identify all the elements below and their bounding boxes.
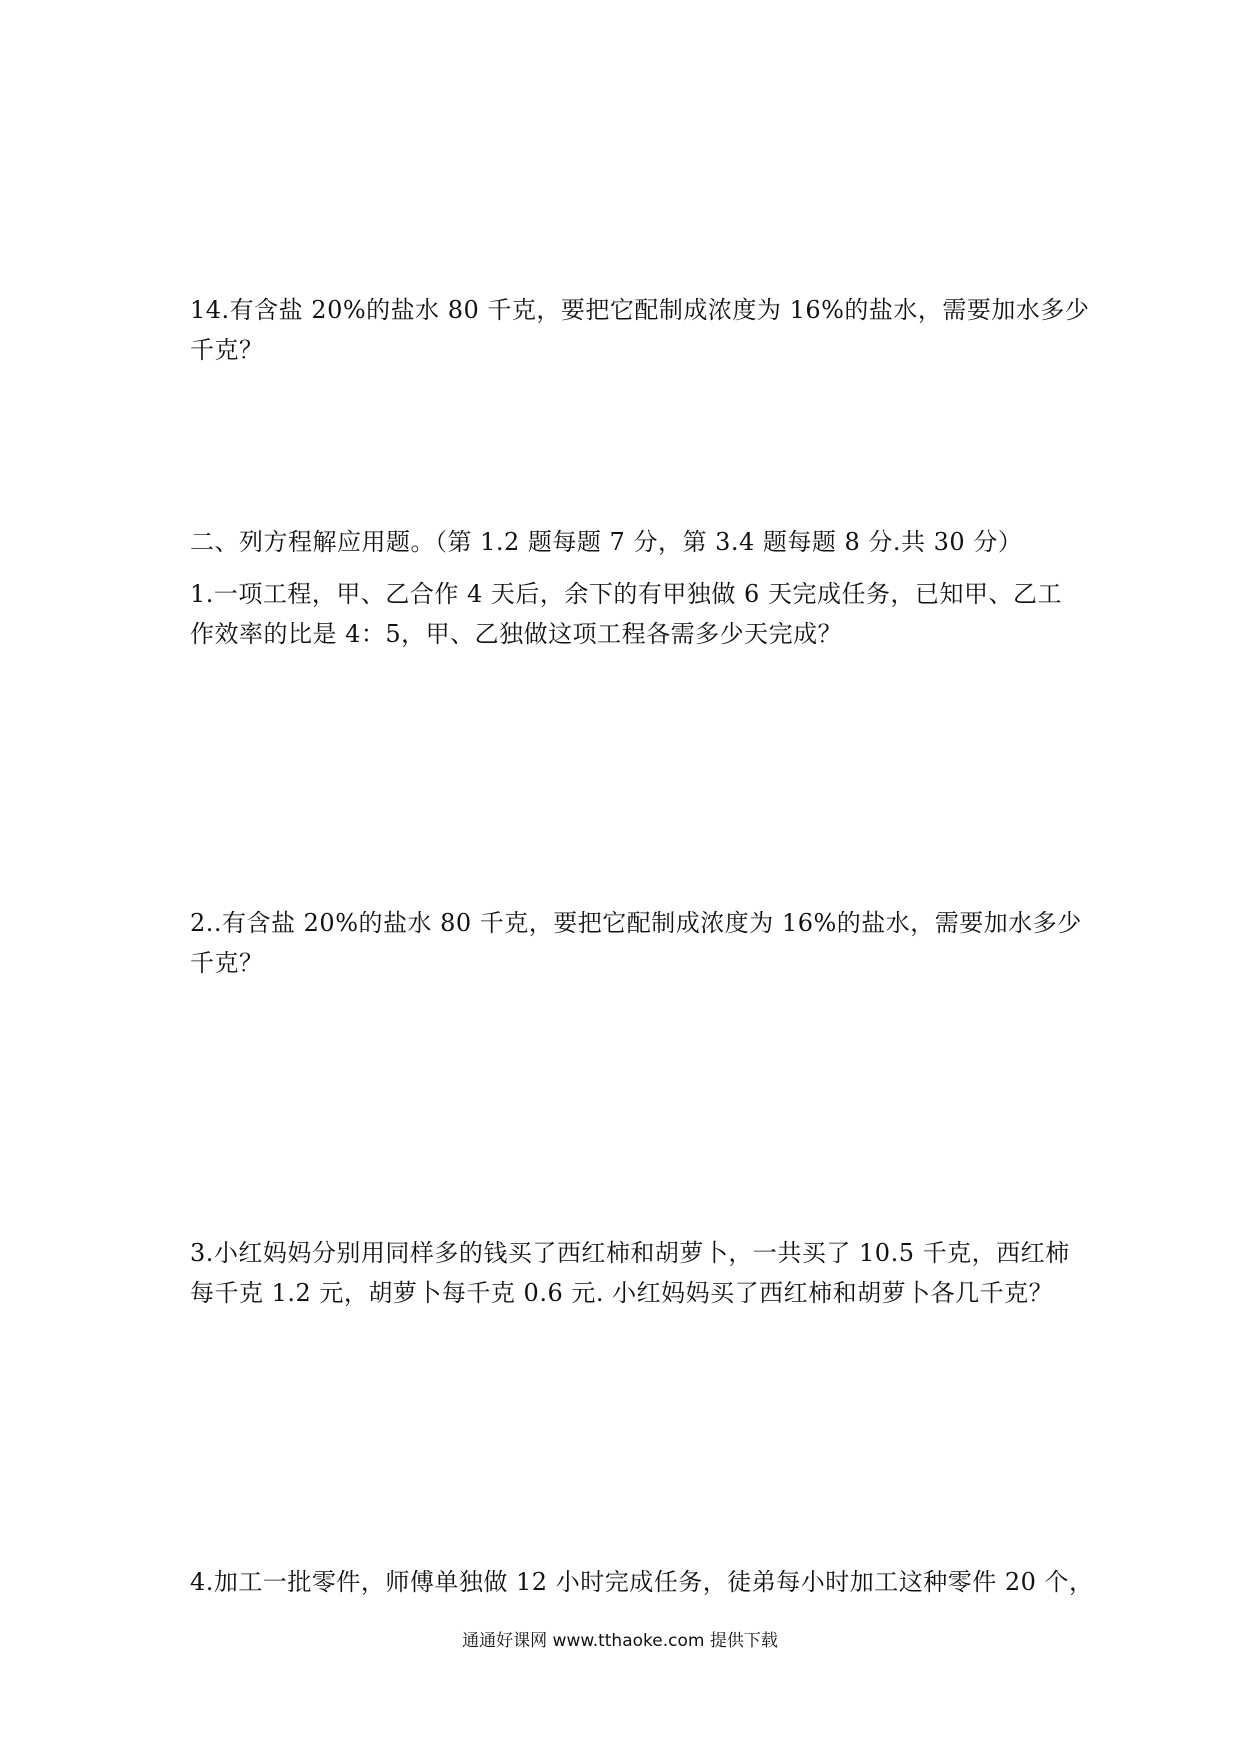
section-2-heading [190, 522, 1060, 562]
problem-3-line-1: 3.小红妈妈分别用同样多的钱买了西红柿和胡萝卜，一共买了 10.5 千克，西红柿 [190, 1239, 1070, 1267]
problem-2-line-1: 2..有含盐 20%的盐水 80 千克，要把它配制成浓度为 16%的盐水，需要加水多少 [190, 909, 1082, 937]
problem-4-line-1: 4.加工一批零件，师傅单独做 12 小时完成任务，徒弟每小时加工这种零件 20 个， [190, 1568, 1094, 1596]
question-14 [190, 290, 1090, 370]
problem-2 [190, 903, 1082, 983]
problem-1-line-1: 1.一项工程，甲、乙合作 4 天后，余下的有甲独做 6 天完成任务，已知甲、乙工 [190, 580, 1062, 608]
question-14-line-2: 千克？ [190, 336, 264, 364]
question-14-line-1: 14.有含盐 20%的盐水 80 千克，要把它配制成浓度为 16%的盐水，需要加水多少 [190, 296, 1090, 324]
problem-2-line-2: 千克？ [190, 949, 264, 977]
page-footer: 通通好课网 www.tthaoke.com 提供下载 [462, 1631, 778, 1651]
section-2-heading-text: 二、列方程解应用题。（第 1.2 题每题 7 分，第 3.4 题每题 8 分.共 30 分） [190, 528, 1023, 556]
problem-4 [190, 1562, 1094, 1602]
problem-3 [190, 1233, 1070, 1313]
problem-1-line-2: 作效率的比是 4：5，甲、乙独做这项工程各需多少天完成？ [190, 620, 843, 648]
problem-3-line-2: 每千克 1.2 元，胡萝卜每千克 0.6 元. 小红妈妈买了西红柿和胡萝卜各几千克？ [190, 1279, 1054, 1307]
problem-1 [190, 574, 1060, 654]
